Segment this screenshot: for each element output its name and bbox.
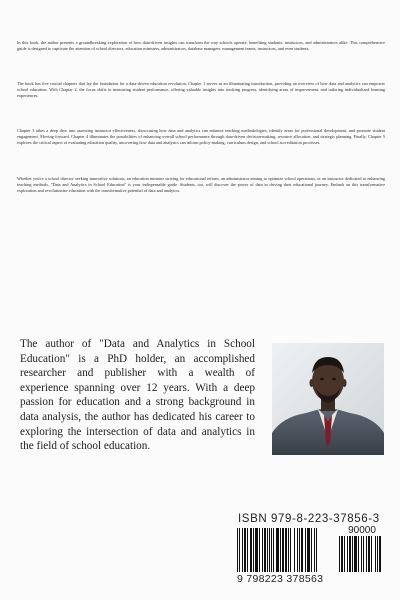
barcode-digits: 9 798223 378563 (237, 573, 324, 585)
blurb-paragraph-2: The book has five crucial chapters that lay the foundation for a data-driven education revolution. Chapter 1 serves as an illuminating introduction, providing an overview of how data and analytics can empower school education. With Chapter 2, the focus shifts to measuring student performance, offering valuable insights into tracking progress, identifying areas of improvement, and tailoring individualized learning experiences. (17, 81, 385, 98)
blurb-paragraph-4: Whether you're a school director seeking innovative solutions, an education minister striving for educational reform, an administrator aiming to optimize school operations, or an instructor dedicated to enhancing teaching methods, "Data and Analytics in School Education" is your indispensable guide. Students, too, will discover the power of data in driving their educational journey. Embark on this transformative exploration and revolutionize education with the transformative potential of data and analytics. (17, 176, 385, 193)
isbn-label: ISBN 979-8-223-37856-3 (238, 513, 380, 525)
price-code: 90000 (348, 525, 376, 536)
isbn-barcode (237, 525, 385, 588)
ean-bars (237, 528, 318, 572)
blurb-paragraph-1: In this book, the author presents a groundbreaking exploration of how data-driven insights can transform the way schools operate, benefiting students, instructors, and administrators alike. This comprehensive guide is designed to captivate the attention of school directors, education ministers, administrators, database managers, management teams, instructors, and even students. (17, 40, 385, 51)
author-bio: The author of "Data and Analytics in School Education" is a PhD holder, an accomplished researcher and publisher with a wealth of experience spanning over 12 years. With a deep passion for education and a strong background in data analysis, the author has dedicated his career to exploring the intersection of data and analytics in the field of school education. (20, 338, 255, 453)
blurb-paragraph-3: Chapter 3 takes a deep dive into assessing instructor effectiveness, showcasing how data and analytics can enhance teaching methodologies, identify areas for professional development, and promote student engagement. Moving forward, Chapter 4 illuminates the possibilities of enhancing overall school performance through data-driven decision-making, resource allocation, and strategic planning. Finally, Chapter 5 explores the critical aspect of evaluating education quality, uncovering how data and analytics can inform policy-making, curriculum design, and school accreditation processes. (17, 128, 385, 145)
author-photo (272, 343, 384, 455)
addon-bars (339, 536, 382, 572)
